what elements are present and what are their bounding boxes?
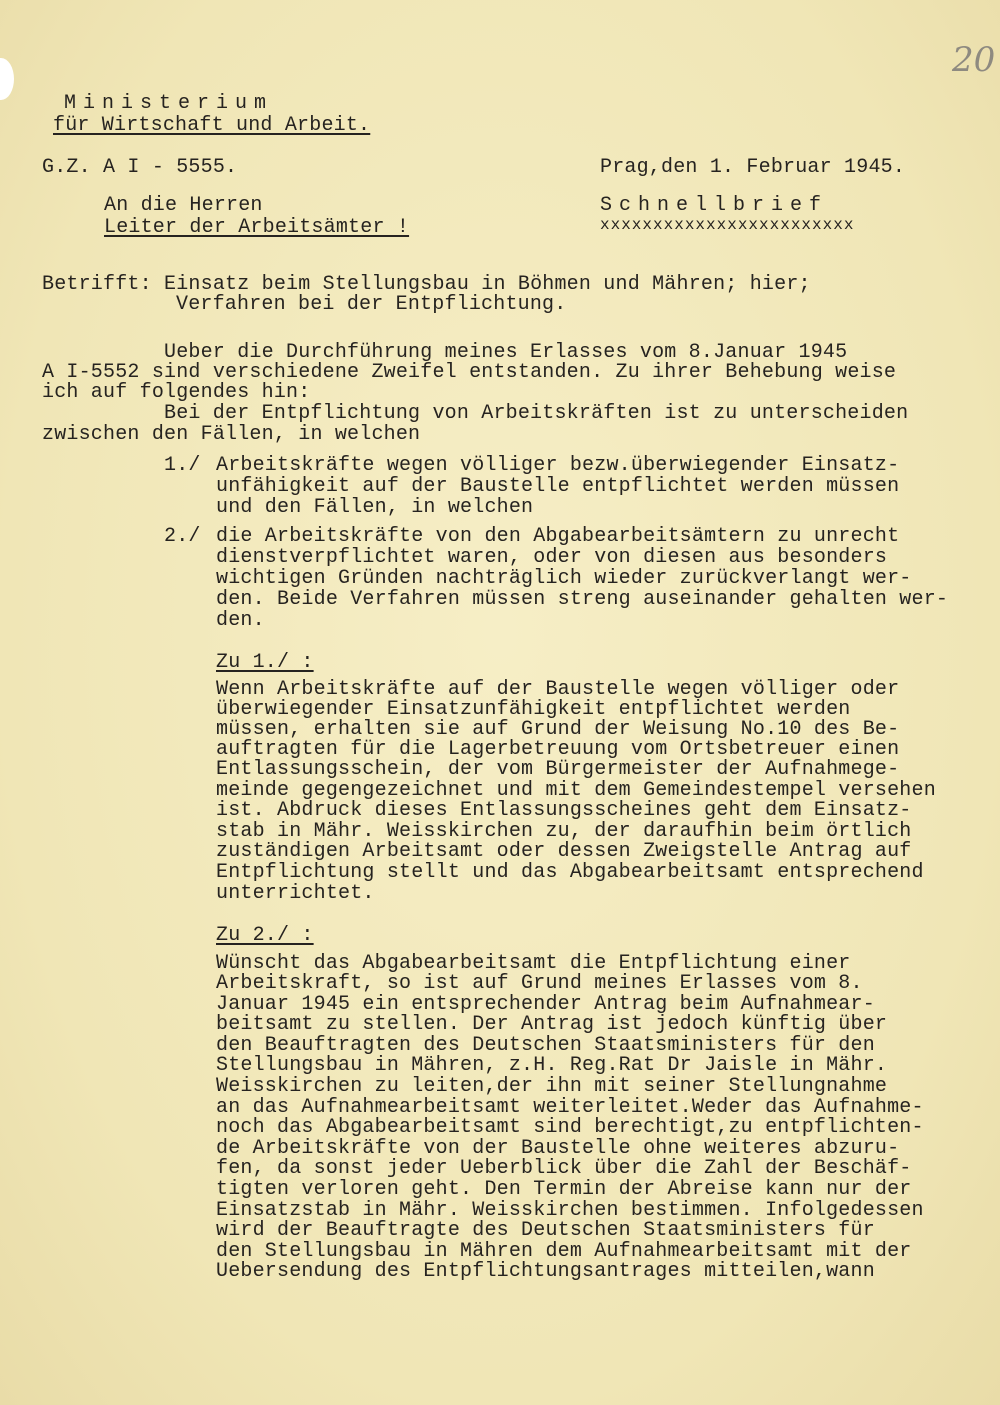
item-2-line: die Arbeitskräfte von den Abgabearbeitsämtern zu unrecht xyxy=(216,525,900,548)
letter-type-underline: xxxxxxxxxxxxxxxxxxxxxxxx xyxy=(600,216,855,234)
section-2-line: Arbeitskraft, so ist auf Grund meines Erlasses vom 8. xyxy=(216,972,863,995)
item-2-line: dienstverpflichtet waren, oder von diesen aus besonders xyxy=(216,546,888,569)
section-2-line: Wünscht das Abgabearbeitsamt die Entpflichtung einer xyxy=(216,952,851,975)
section-1-line: Entpflichtung stellt und das Abgabearbeitsamt entsprechend xyxy=(216,861,924,884)
section-1-line: auftragten für die Lagerbetreuung vom Ortsbetreuer einen xyxy=(216,738,900,761)
ministry-name: Ministerium xyxy=(64,92,274,115)
section-2-line: den Stellungsbau in Mähren dem Aufnahmearbeitsamt mit der xyxy=(216,1240,912,1263)
section-2-line: tigten verloren geht. Den Termin der Abreise kann nur der xyxy=(216,1178,912,1201)
punch-hole xyxy=(0,58,14,100)
section-2-heading: Zu 2./ : xyxy=(216,924,314,947)
section-1-line: stab in Mähr. Weisskirchen zu, der daraufhin beim örtlich xyxy=(216,820,912,843)
section-2-line: Uebersendung des Entpflichtungsantrages mitteilen,wann xyxy=(216,1260,875,1283)
subject-line-2: Verfahren bei der Entpflichtung. xyxy=(176,293,567,316)
section-1-line: ist. Abdruck dieses Entlassungsscheines geht dem Einsatz- xyxy=(216,799,912,822)
intro-line: Bei der Entpflichtung von Arbeitskräften ist zu unterscheiden xyxy=(164,402,909,425)
item-1-line: Arbeitskräfte wegen völliger bezw.überwiegender Einsatz- xyxy=(216,454,900,477)
section-1-line: meinde gegengezeichnet und mit dem Gemeindestempel versehen xyxy=(216,779,936,802)
place-date: Prag,den 1. Februar 1945. xyxy=(600,156,906,179)
item-2-number: 2./ xyxy=(164,525,201,548)
section-1-line: müssen, erhalten sie auf Grund der Weisung No.10 des Be- xyxy=(216,718,900,741)
recipient-line-1: An die Herren xyxy=(104,194,263,217)
section-1-line: Wenn Arbeitskräfte auf der Baustelle wegen völliger oder xyxy=(216,678,900,701)
item-2-line: den. Beide Verfahren müssen streng auseinander gehalten wer- xyxy=(216,588,949,611)
item-2-line: wichtigen Gründen nachträglich wieder zurückverlangt wer- xyxy=(216,567,912,590)
section-1-line: überwiegender Einsatzunfähigkeit entpflichtet werden xyxy=(216,698,851,721)
section-1-line: Entlassungsschein, der vom Bürgermeister der Aufnahmege- xyxy=(216,758,900,781)
section-2-line: wird der Beauftragte des Deutschen Staatsministers für xyxy=(216,1219,875,1242)
intro-line: ich auf folgendes hin: xyxy=(42,381,311,404)
item-1-line: unfähigkeit auf der Baustelle entpflichtet werden müssen xyxy=(216,475,900,498)
section-2-line: noch das Abgabearbeitsamt sind berechtigt,zu entpflichten- xyxy=(216,1116,924,1139)
section-1-line: unterrichtet. xyxy=(216,882,375,905)
intro-line: A I-5552 sind verschiedene Zweifel entstanden. Zu ihrer Behebung weise xyxy=(42,361,897,384)
section-2-line: Januar 1945 ein entsprechender Antrag beim Aufnahmear- xyxy=(216,993,875,1016)
section-1-line: zuständigen Arbeitsamt oder dessen Zweigstelle Antrag auf xyxy=(216,840,912,863)
item-1-line: und den Fällen, in welchen xyxy=(216,496,534,519)
section-2-line: an das Aufnahmearbeitsamt weiterleitet.Weder das Aufnahme- xyxy=(216,1096,924,1119)
reference-number: G.Z. A I - 5555. xyxy=(42,156,238,179)
section-2-line: Stellungsbau in Mähren, z.H. Reg.Rat Dr Jaisle in Mähr. xyxy=(216,1054,888,1077)
subject-line-1: Betrifft: Einsatz beim Stellungsbau in Böhmen und Mähren; hier; xyxy=(42,273,811,296)
section-2-line: Weisskirchen zu leiten,der ihn mit seiner Stellungnahme xyxy=(216,1075,888,1098)
item-1-number: 1./ xyxy=(164,454,201,477)
page-number: 20 xyxy=(952,40,996,80)
intro-line: zwischen den Fällen, in welchen xyxy=(42,423,421,446)
section-2-line: Einsatzstab in Mähr. Weisskirchen bestimmen. Infolgedessen xyxy=(216,1199,924,1222)
section-1-heading: Zu 1./ : xyxy=(216,651,314,674)
section-2-line: den Beauftragten des Deutschen Staatsministers für den xyxy=(216,1034,875,1057)
recipient-line-2: Leiter der Arbeitsämter ! xyxy=(104,216,410,239)
intro-line: Ueber die Durchführung meines Erlasses vom 8.Januar 1945 xyxy=(164,341,848,364)
section-2-line: beitsamt zu stellen. Der Antrag ist jedoch künftig über xyxy=(216,1013,888,1036)
item-2-line: den. xyxy=(216,609,265,632)
letter-type: Schnellbrief xyxy=(600,194,829,217)
section-2-line: fen, da sonst jeder Ueberblick über die Zahl der Beschäf- xyxy=(216,1157,912,1180)
ministry-department: für Wirtschaft und Arbeit. xyxy=(53,114,371,137)
section-2-line: de Arbeitskräfte von der Baustelle ohne weiteres abzuru- xyxy=(216,1137,900,1160)
